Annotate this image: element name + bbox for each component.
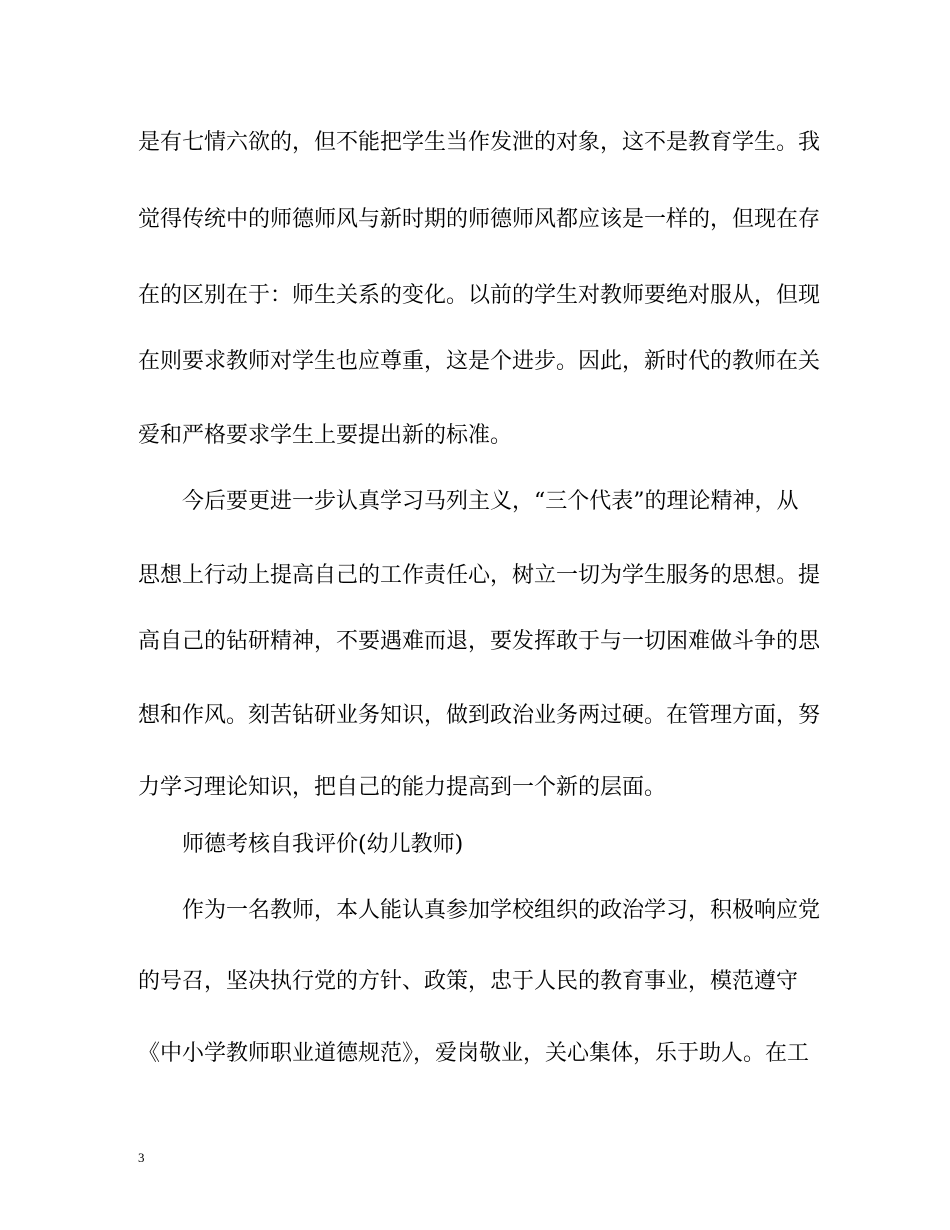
- paragraph-line: 作为一名教师，本人能认真参加学校组织的政治学习，积极响应党: [182, 898, 821, 923]
- paragraph-line: 想和作风。刻苦钻研业务知识，做到政治业务两过硬。在管理方面，努: [138, 703, 821, 728]
- page-number: 3: [138, 1150, 145, 1165]
- paragraph-line: 的号召，坚决执行党的方针、政策，忠于人民的教育事业，模范遵守: [138, 969, 799, 994]
- section-heading: 师德考核自我评价(幼儿教师): [182, 832, 464, 857]
- paragraph-line: 高自己的钻研精神，不要遇难而退，要发挥敢于与一切困难做斗争的思: [138, 629, 821, 654]
- paragraph-line: 爱和严格要求学生上要提出新的标准。: [138, 423, 513, 448]
- paragraph-line: 今后要更进一步认真学习马列主义，“三个代表”的理论精神，从: [182, 489, 799, 514]
- paragraph-line: 在则要求教师对学生也应尊重，这是个进步。因此，新时代的教师在关: [138, 349, 821, 374]
- paragraph-line: 力学习理论知识，把自己的能力提高到一个新的层面。: [138, 775, 667, 800]
- paragraph-line: 是有七情六欲的，但不能把学生当作发泄的对象，这不是教育学生。我: [138, 130, 821, 155]
- paragraph-line: 在的区别在于：师生关系的变化。以前的学生对教师要绝对服从，但现: [138, 283, 821, 308]
- paragraph-line: 思想上行动上提高自己的工作责任心，树立一切为学生服务的思想。提: [138, 563, 821, 588]
- paragraph-line: 《中小学教师职业道德规范》，爱岗敬业，关心集体，乐于助人。在工: [138, 1041, 810, 1066]
- paragraph-line: 觉得传统中的师德师风与新时期的师德师风都应该是一样的，但现在存: [138, 207, 821, 232]
